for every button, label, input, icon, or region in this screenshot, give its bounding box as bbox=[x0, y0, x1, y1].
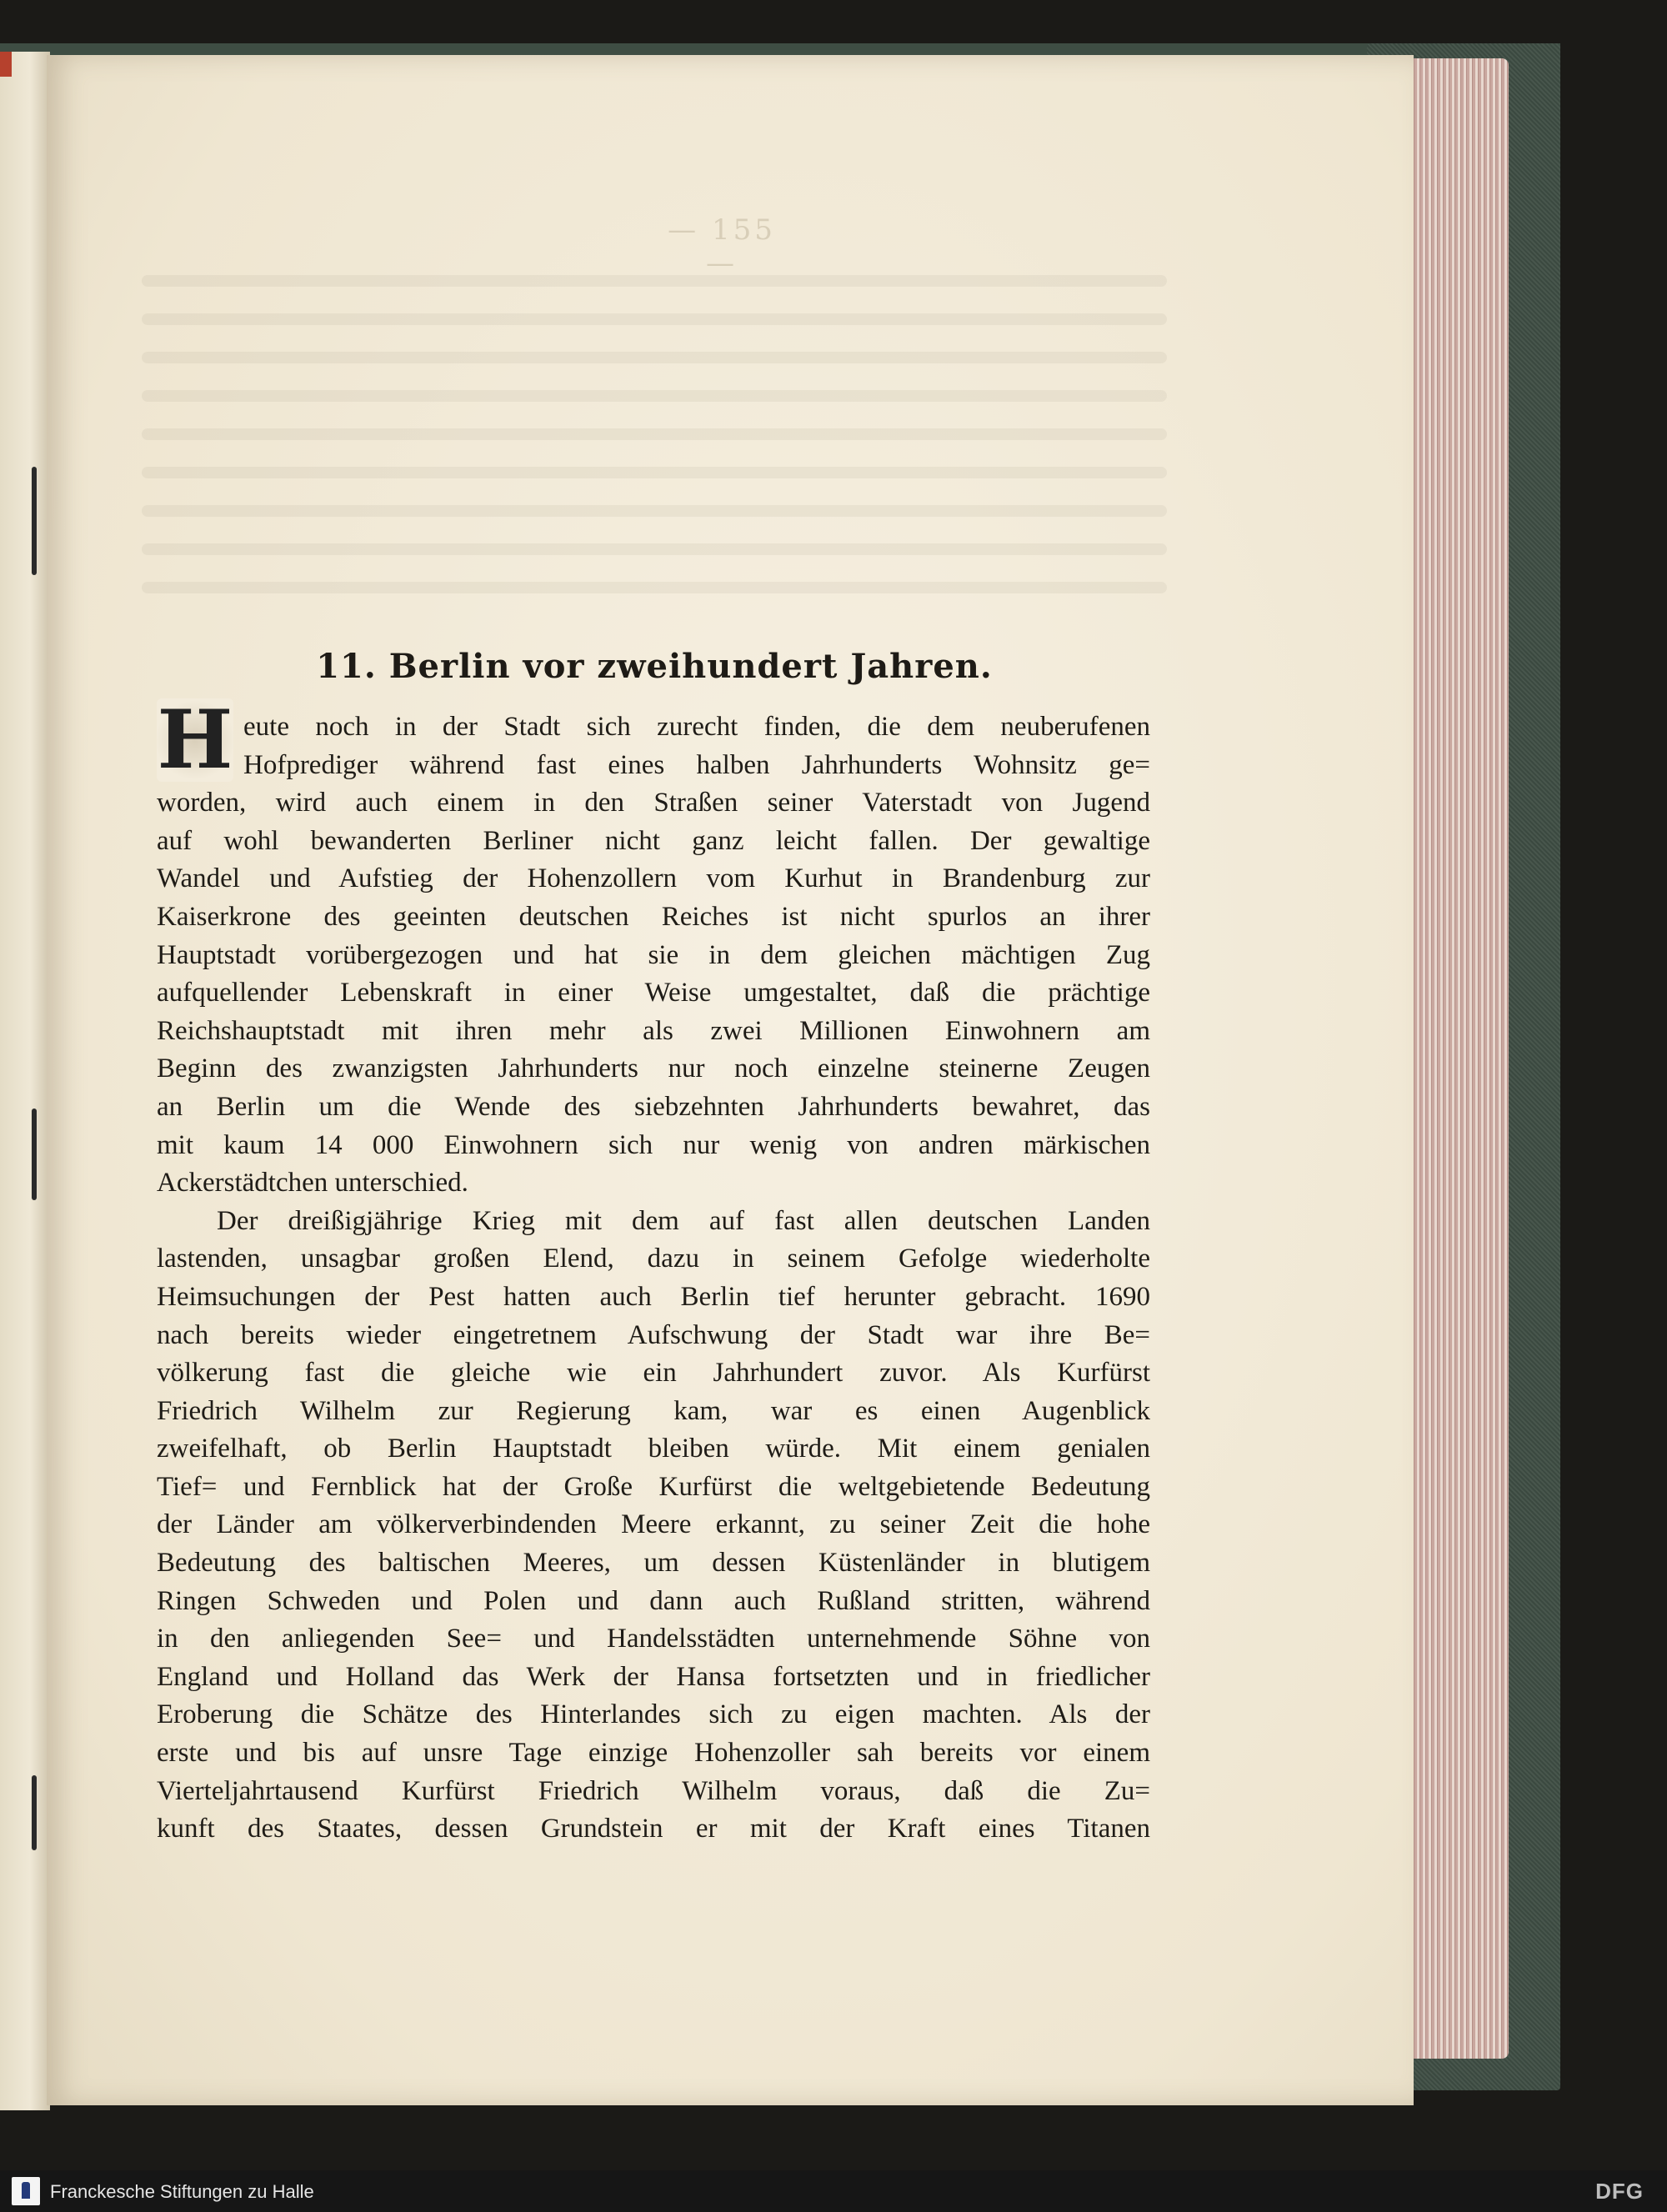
body-text bbox=[157, 708, 1150, 1849]
text-line: Friedrich Wilhelm zur Regierung kam, war es einen Augenblick bbox=[157, 1395, 1150, 1426]
text-line: zweifelhaft, ob Berlin Hauptstadt bleiben würde. Mit einem genialen bbox=[157, 1434, 1150, 1464]
text-line: Hauptstadt vorübergezogen und hat sie in dem gleichen mächtigen Zug bbox=[157, 939, 1150, 970]
footer-bar bbox=[0, 2170, 1667, 2212]
left-page-edge bbox=[0, 52, 50, 2110]
clip-mark bbox=[32, 467, 37, 575]
text-line: nach bereits wieder eingetretnem Aufschwung der Stadt war ihre Be= bbox=[157, 1319, 1150, 1350]
text-line: in den anliegenden See= und Handelsstädten unternehmende Söhne von bbox=[157, 1624, 1150, 1654]
text-line: England und Holland das Werk der Hansa fortsetzten und in friedlicher bbox=[157, 1661, 1150, 1692]
bleed-through bbox=[142, 505, 1167, 517]
text-line: Kaiserkrone des geeinten deutschen Reiches ist nicht spurlos an ihrer bbox=[157, 901, 1150, 932]
text-line: Der dreißigjährige Krieg mit dem auf fast allen deutschen Landen bbox=[217, 1205, 1150, 1236]
bleed-through bbox=[142, 428, 1167, 440]
institution-label: Franckesche Stiftungen zu Halle bbox=[50, 2181, 314, 2202]
text-line: Heimsuchungen der Pest hatten auch Berlin tief herunter gebracht. 1690 bbox=[157, 1281, 1150, 1312]
bleed-through bbox=[142, 390, 1167, 402]
clip-mark bbox=[32, 1775, 37, 1850]
text-line: Tief= und Fernblick hat der Große Kurfürst die weltgebietende Bedeutung bbox=[157, 1471, 1150, 1502]
text-line: worden, wird auch einem in den Straßen seiner Vaterstadt von Jugend bbox=[157, 788, 1150, 818]
text-line: erste und bis auf unsre Tage einzige Hohenzoller sah bereits vor einem bbox=[157, 1738, 1150, 1769]
bleed-through bbox=[142, 543, 1167, 555]
text-line: Hofprediger während fast eines halben Jahrhunderts Wohnsitz ge= bbox=[243, 749, 1150, 780]
text-line: Wandel und Aufstieg der Hohenzollern vom Kurhut in Brandenburg zur bbox=[157, 863, 1150, 894]
text-line: an Berlin um die Wende des siebzehnten Jahrhunderts bewahret, das bbox=[157, 1091, 1150, 1122]
institution-logo-icon bbox=[12, 2177, 40, 2205]
text-line: lastenden, unsagbar großen Elend, dazu in seinem Gefolge wiederholte bbox=[157, 1244, 1150, 1274]
clip-mark bbox=[32, 1109, 37, 1200]
page-edges bbox=[1409, 58, 1509, 2059]
page-number: — 155 — bbox=[668, 213, 776, 280]
dfg-logo: DFG bbox=[1595, 2179, 1644, 2204]
bleed-through bbox=[142, 313, 1167, 325]
text-line: Ackerstädtchen unterschied. bbox=[157, 1168, 468, 1199]
text-line: der Länder am völkerverbindenden Meere erkannt, zu seiner Zeit die hohe bbox=[157, 1509, 1150, 1540]
text-line: Eroberung die Schätze des Hinterlandes sich zu eigen machten. Als der bbox=[157, 1699, 1150, 1730]
bleed-through bbox=[142, 582, 1167, 593]
text-line: Vierteljahrtausend Kurfürst Friedrich Wilhelm voraus, daß die Zu= bbox=[157, 1775, 1150, 1806]
bleed-through bbox=[142, 275, 1167, 287]
text-line: aufquellender Lebenskraft in einer Weise umgestaltet, daß die prächtige bbox=[157, 978, 1150, 1008]
binding-strip bbox=[0, 52, 12, 77]
text-line: Bedeutung des baltischen Meeres, um dessen Küstenländer in blutigem bbox=[157, 1548, 1150, 1579]
text-line: Beginn des zwanzigsten Jahrhunderts nur noch einzelne steinerne Zeugen bbox=[157, 1053, 1150, 1084]
text-line: völkerung fast die gleiche wie ein Jahrhundert zuvor. Als Kurfürst bbox=[157, 1358, 1150, 1389]
text-line: eute noch in der Stadt sich zurecht finden, die dem neuberufenen bbox=[243, 712, 1150, 742]
bleed-through bbox=[142, 352, 1167, 363]
chapter-title: 11. Berlin vor zweihundert Jahren. bbox=[316, 647, 993, 686]
text-line: auf wohl bewanderten Berliner nicht ganz leicht fallen. Der gewaltige bbox=[157, 825, 1150, 856]
drop-cap: H bbox=[157, 693, 233, 787]
text-line: Reichshauptstadt mit ihren mehr als zwei Millionen Einwohnern am bbox=[157, 1015, 1150, 1046]
bleed-through bbox=[142, 467, 1167, 478]
text-line: kunft des Staates, dessen Grundstein er mit der Kraft eines Titanen bbox=[157, 1814, 1150, 1844]
text-line: mit kaum 14 000 Einwohnern sich nur wenig von andren märkischen bbox=[157, 1129, 1150, 1160]
text-line: Ringen Schweden und Polen und dann auch Rußland stritten, während bbox=[157, 1585, 1150, 1616]
